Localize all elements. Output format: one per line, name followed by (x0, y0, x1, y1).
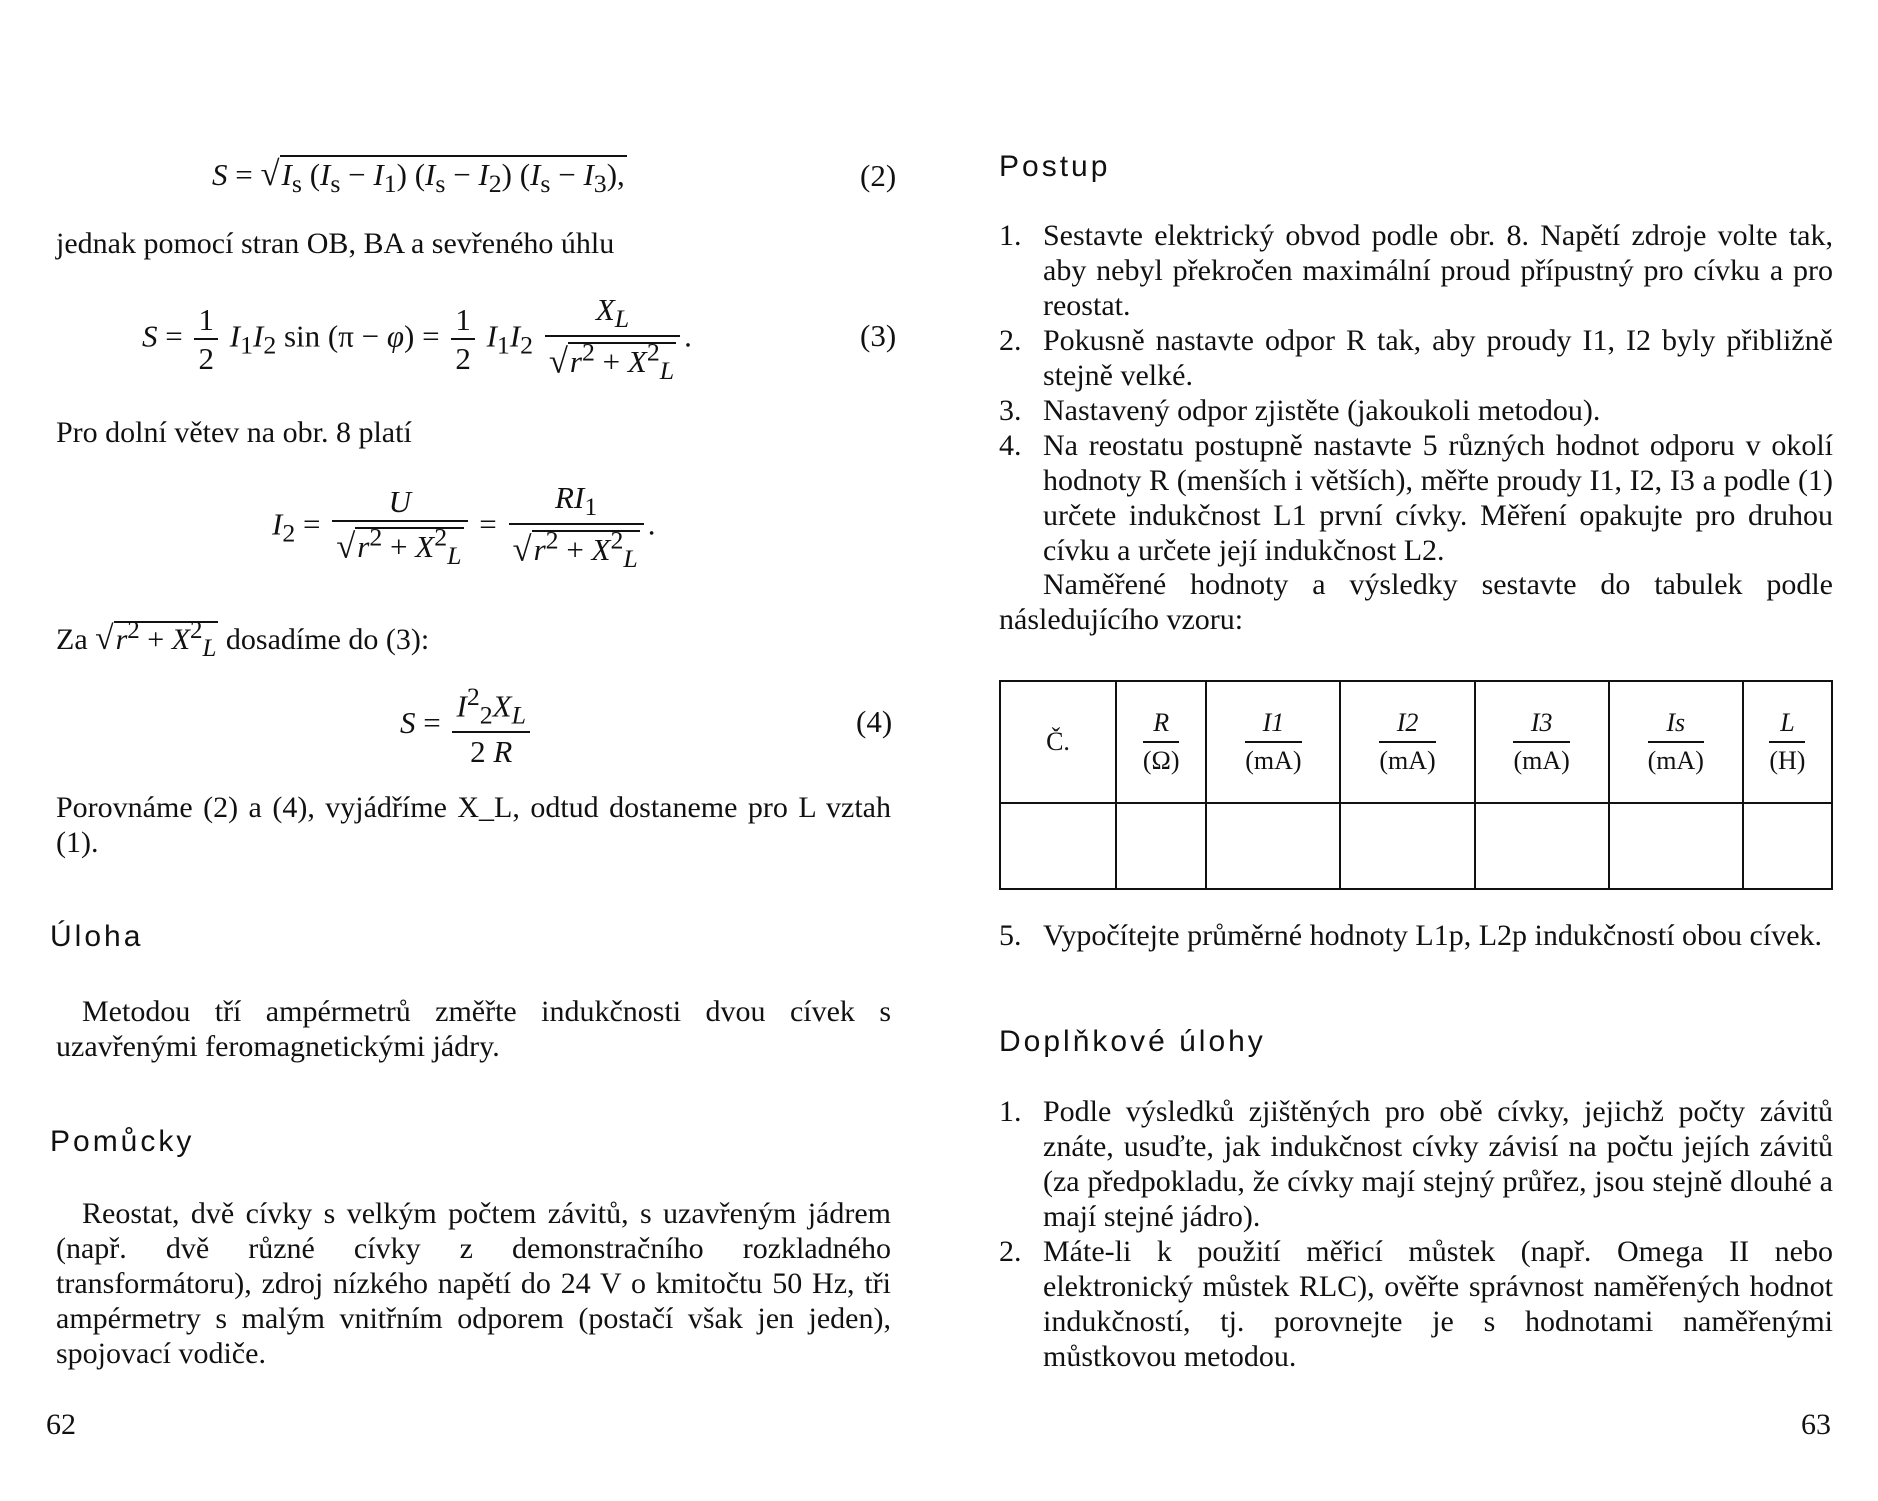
equation-3: S = $\frac{1}{2}$ $I_1I_2$ sin (π − φ) = $\frac{1}{2}$ $I_1I_2$ $\frac{X_L}{√r^2 + X^2_L}$ . (142, 292, 692, 386)
table-header-row (1000, 681, 1832, 803)
equation-2-number: (2) (860, 158, 897, 193)
step-5 (999, 918, 1833, 953)
list-item: 1. Podle výsledků zjištěných pro obě cívky, jejichž počty závitů znáte, usuďte, jak indukčnost cívky závisí na počtu jejích závitů (za předpokladu, že cívky mají stejný průřez, jsou stejně dlouhé a mají stejné jádro). (999, 1095, 1833, 1233)
heading-uloha: Úloha (50, 920, 144, 953)
text-pro-dolni: Pro dolní větev na obr. 8 platí (56, 416, 412, 449)
text-za (56, 613, 906, 666)
text-za-suffix: dosadíme do (3): (225, 623, 430, 656)
equation-4-number: (4) (856, 704, 893, 739)
table-cell (1743, 803, 1832, 889)
equation-2: $S = √I_s$ $(I_s - I_1) (I_s - I_2) (I_s - I_3)$, (212, 154, 625, 199)
list-item: 1. Sestavte elektrický obvod podle obr. 8. Napětí zdroje volte tak, aby nebyl překročen maximální proud přípustný pro cívku a pro reostat. (999, 219, 1833, 322)
list-item: 5. Vypočítejte průměrné hodnoty L1p, L2p indukčností obou cívek. (999, 919, 1823, 952)
measurement-table (999, 680, 1833, 890)
equation-4: S = $\frac{I^2_2X_L}{2 R}$ (400, 684, 534, 767)
list-item: 3. Nastavený odpor zjistěte (jakoukoli metodou). (999, 394, 1601, 427)
table-header-cell: $\frac{I3}{(mA)}$ (1475, 681, 1609, 803)
page-number-right: 63 (1801, 1408, 1831, 1441)
table-cell (1609, 803, 1743, 889)
table-header-cell: Č. (1000, 681, 1116, 803)
table-cell (1475, 803, 1609, 889)
equation-i2: $I_2$ = $\frac{U}{√r^2 + X^2_L}$ = $\frac{RI_1}{√r^2 + X^2_L}$ . (272, 480, 656, 574)
steps-list (999, 218, 1833, 568)
list-item: 4. Na reostatu postupně nastavte 5 různých hodnot odporu v okolí hodnoty R (menších i větších), měřte proudy I1, I2, I3 a podle (1) určete indukčnost L1 první cívky. Měření opakujte pro druhou cívku a určete její indukčnost L2. (999, 429, 1833, 567)
table-header-cell: $\frac{I2}{(mA)}$ (1340, 681, 1474, 803)
text-za-prefix: Za (56, 623, 88, 656)
sqrt-expression: $√r^2 + X^2_L$ (95, 617, 217, 662)
heading-pomucky: Pomůcky (50, 1125, 195, 1158)
text-porovname: Porovnáme (2) a (4), vyjádříme X_L, odtud dostaneme pro L vztah (1). (56, 791, 891, 859)
table-cell (1000, 803, 1116, 889)
equation-3-number: (3) (860, 318, 897, 353)
list-item: 2. Pokusně nastavte odpor R tak, aby proudy I1, I2 byly přibližně stejně velké. (999, 324, 1833, 392)
table-header-cell: $\frac{Is}{(mA)}$ (1609, 681, 1743, 803)
heading-doplnkove: Doplňkové úlohy (999, 1025, 1266, 1058)
table-header-cell: $\frac{R}{(\Omega)}$ (1116, 681, 1206, 803)
text-namerene: Naměřené hodnoty a výsledky sestavte do tabulek podle následujícího vzoru: (999, 568, 1833, 636)
text-uloha: Metodou tří ampérmetrů změřte indukčnosti dvou cívek s uzavřenými feromagnetickými jádry. (56, 995, 891, 1063)
table-cell (1340, 803, 1474, 889)
heading-postup: Postup (999, 150, 1111, 183)
table-header-cell: $\frac{I1}{(mA)}$ (1206, 681, 1340, 803)
text-pomucky: Reostat, dvě cívky s velkým počtem závitů, s uzavřeným jádrem (např. dvě různé cívky z demonstračního rozkladného transformátoru), zdroj nízkého napětí do 24 V o kmitočtu 50 Hz, tři ampérmetry s malým vnitřním odporem (postačí však jen jeden), spojovací vodiče. (56, 1197, 891, 1370)
table-cell (1116, 803, 1206, 889)
table-row (1000, 803, 1832, 889)
right-page (939, 0, 1878, 1501)
table-header-cell: $\frac{L}{(H)}$ (1743, 681, 1832, 803)
text-jednak: jednak pomocí stran OB, BA a sevřeného úhlu (56, 227, 615, 260)
extra-tasks-list (999, 1094, 1833, 1374)
list-item: 2. Máte-li k použití měřicí můstek (např. Omega II nebo elektronický můstek RLC), ověřte správnost naměřených hodnot indukčností, tj. porovnejte je s hodnotami naměřenými můstkovou metodou. (999, 1235, 1833, 1373)
table-cell (1206, 803, 1340, 889)
page-number-left: 62 (46, 1408, 76, 1441)
